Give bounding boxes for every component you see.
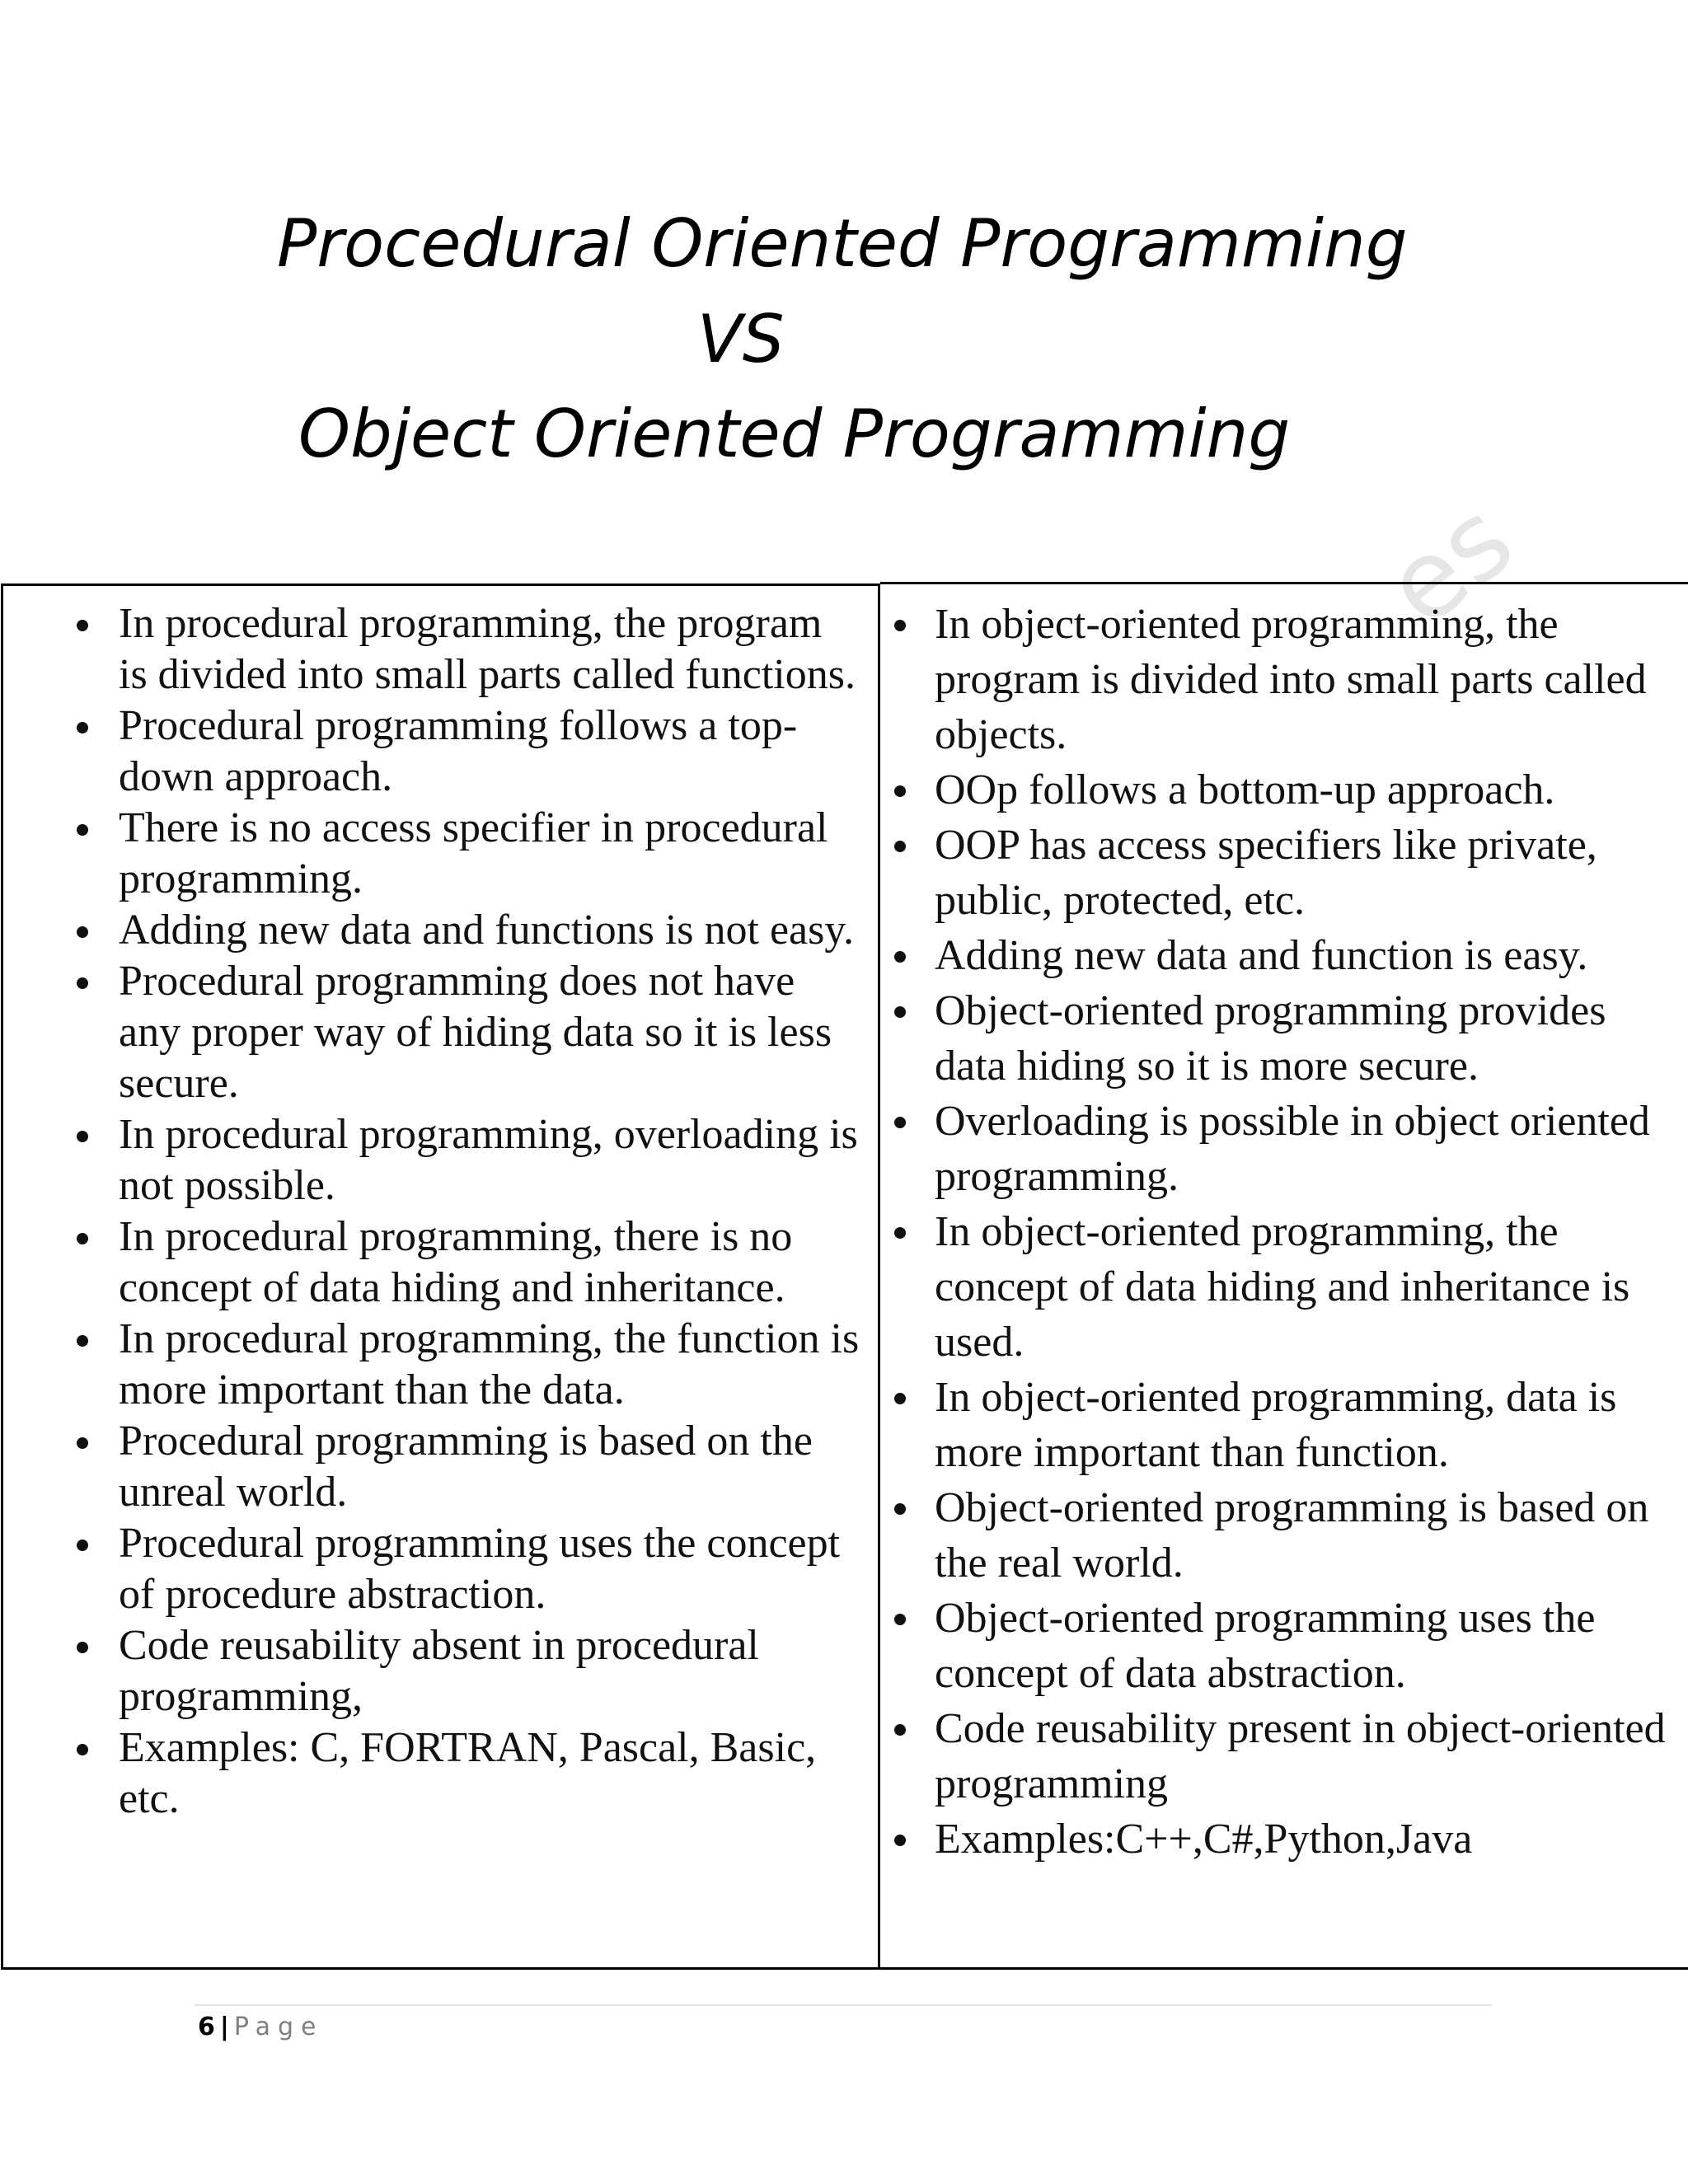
watermark-graphic [1362, 476, 1536, 650]
procedural-item: Procedural programming follows a top-down approach. [119, 701, 860, 803]
object-oriented-list [935, 597, 1676, 1867]
object-oriented-item: In object-oriented programming, data is more important than function. [935, 1370, 1676, 1480]
page-number: 6 [198, 2013, 215, 2041]
object-oriented-item: Overloading is possible in object oriented programming. [935, 1094, 1676, 1204]
footer-divider [195, 2004, 1492, 2006]
object-oriented-item: Code reusability present in object-oriented programming [935, 1701, 1676, 1811]
title-line-procedural: Procedural Oriented Programming [277, 205, 1408, 282]
procedural-item: In procedural programming, the program is divided into small parts called functions. [119, 598, 860, 701]
title-line-vs: VS [697, 301, 785, 377]
procedural-item: In procedural programming, there is no concept of data hiding and inheritance. [119, 1212, 860, 1314]
comparison-table [0, 582, 1688, 1971]
object-oriented-item: Adding new data and function is easy. [935, 928, 1676, 983]
procedural-item: Procedural programming does not have any proper way of hiding data so it is less secure. [119, 956, 860, 1109]
procedural-list [119, 598, 860, 1825]
object-oriented-item: In object-oriented programming, the program is divided into small parts called objects. [935, 597, 1676, 762]
object-oriented-item: Object-oriented programming uses the concept of data abstraction. [935, 1591, 1676, 1701]
procedural-item: In procedural programming, the function is more important than the data. [119, 1314, 860, 1416]
procedural-item: Code reusability absent in procedural programming, [119, 1620, 860, 1722]
procedural-item: Procedural programming uses the concept of procedure abstraction. [119, 1518, 860, 1620]
object-oriented-item: OOP has access specifiers like private, public, protected, etc. [935, 818, 1676, 928]
object-oriented-item: Object-oriented programming is based on the real world. [935, 1480, 1676, 1591]
object-oriented-item: Object-oriented programming provides data hiding so it is more secure. [935, 983, 1676, 1094]
procedural-item: Procedural programming is based on the unreal world. [119, 1416, 860, 1518]
procedural-item: Adding new data and functions is not easy. [119, 905, 860, 956]
watermark [1362, 476, 1536, 650]
procedural-item: In procedural programming, overloading is not possible. [119, 1109, 860, 1212]
procedural-item: There is no access specifier in procedural programming. [119, 803, 860, 905]
svg-text:es: es [1362, 476, 1536, 650]
procedural-item: Examples: C, FORTRAN, Pascal, Basic, etc. [119, 1722, 860, 1825]
object-oriented-item: In object-oriented programming, the concept of data hiding and inheritance is used. [935, 1204, 1676, 1370]
page-label: Page [233, 2013, 324, 2041]
page-footer [198, 2013, 323, 2042]
object-oriented-item: OOp follows a bottom-up approach. [935, 762, 1676, 818]
footer-separator: | [219, 2013, 229, 2041]
title-line-object-oriented: Object Oriented Programming [298, 396, 1291, 472]
object-oriented-item: Examples:C++,C#,Python,Java [935, 1811, 1676, 1867]
